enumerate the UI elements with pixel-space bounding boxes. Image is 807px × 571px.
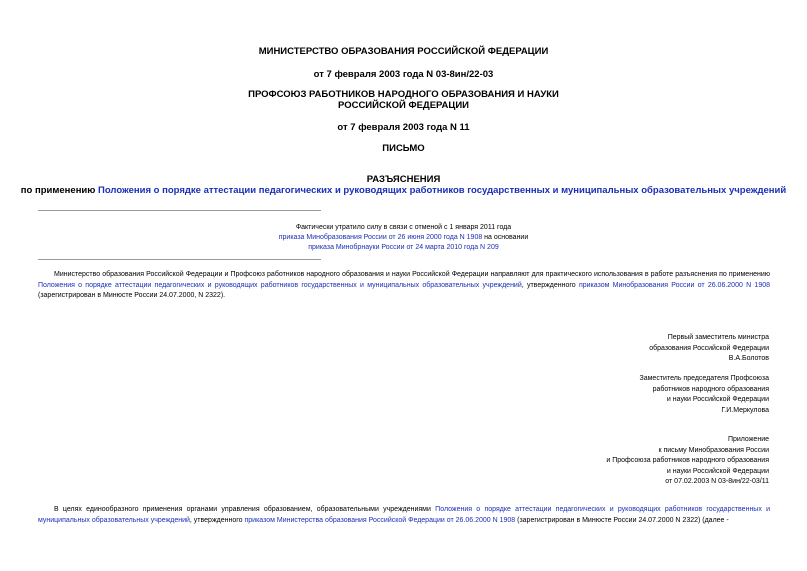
ministry-date: от 7 февраля 2003 года N 03-8ин/22-03 bbox=[313, 69, 494, 80]
appendix-line3: и Профсоюза работников народного образования bbox=[606, 457, 769, 464]
document-subtitle bbox=[0, 185, 807, 196]
status-line2-text: на основании bbox=[482, 234, 529, 241]
intro-order-link[interactable]: приказом Минобразования России от 26.06.2000 N 1908 bbox=[578, 281, 771, 289]
status-rule-bottom bbox=[38, 259, 321, 260]
body-text1: В целях единообразного применения органами управления образованием, образовательными учреждениями bbox=[54, 506, 436, 513]
subtitle-prefix: по применению bbox=[20, 185, 96, 196]
signature-union bbox=[509, 374, 769, 416]
ministry-name: МИНИСТЕРСТВО ОБРАЗОВАНИЯ РОССИЙСКОЙ ФЕДЕРАЦИИ bbox=[258, 46, 549, 57]
subtitle-regulation-link[interactable]: Положения о порядке аттестации педагогических и руководящих работников государственных и муниципальных образовательных учреждений bbox=[98, 185, 787, 196]
status-rule-top bbox=[38, 210, 321, 211]
document-type: ПИСЬМО bbox=[382, 143, 425, 154]
body-text3: (зарегистрирован в Минюсте России 24.07.2000 N 2322) (далее - bbox=[515, 516, 729, 524]
body-text2: , утвержденного bbox=[189, 516, 245, 524]
signature2-line3: и науки Российской Федерации bbox=[666, 396, 769, 403]
union-date: от 7 февраля 2003 года N 11 bbox=[337, 122, 470, 133]
status-line1: Фактически утратило силу в связи с отменой с 1 января 2011 года bbox=[295, 224, 512, 231]
appendix-header bbox=[509, 435, 769, 488]
document-title: РАЗЪЯСНЕНИЯ bbox=[366, 174, 441, 185]
intro-text3: (зарегистрирован в Минюсте России 24.07.2000, N 2322). bbox=[38, 292, 226, 299]
appendix-line4: и науки Российской Федерации bbox=[666, 467, 769, 475]
signature1-name: В.А.Болотов bbox=[728, 355, 769, 362]
status-line2 bbox=[0, 233, 807, 243]
signature2-line2: работников народного образования bbox=[652, 385, 769, 393]
appendix-line2: к письму Минобразования России bbox=[658, 446, 769, 454]
status-line3 bbox=[0, 243, 807, 253]
status-order-1908-link[interactable]: приказа Минобразования России от 26 июня 2000 года N 1908 bbox=[278, 234, 483, 241]
signature1-line1: Первый заместитель министра bbox=[667, 334, 769, 341]
signature-ministry bbox=[509, 333, 769, 365]
signature2-line1: Заместитель председателя Профсоюза bbox=[639, 375, 769, 382]
status-order-209-link[interactable]: приказа Минобрнауки России от 24 марта 2010 года N 209 bbox=[308, 244, 499, 251]
body-paragraph bbox=[38, 505, 770, 526]
signature2-name: Г.И.Меркулова bbox=[721, 406, 769, 414]
body-regulation-link[interactable]: Положения о порядке аттестации педагогических и руководящих работников государственных и муниципальных образовательных учреждений bbox=[38, 506, 770, 524]
intro-text1: Министерство образования Российской Федерации и Профсоюз работников народного образования и науки Российской Федерации направляют для практического использования в работе разъяснения по применению bbox=[54, 271, 770, 278]
appendix-line5: от 07.02.2003 N 03-8ин/22-03/11 bbox=[665, 478, 769, 485]
signature1-line2: образования Российской Федерации bbox=[649, 344, 769, 352]
union-name-line1: ПРОФСОЮЗ РАБОТНИКОВ НАРОДНОГО ОБРАЗОВАНИЯ И НАУКИ bbox=[248, 89, 559, 100]
body-order-link[interactable]: приказом Министерства образования Российской Федерации от 26.06.2000 N 1908 bbox=[244, 516, 516, 524]
union-name-line2: РОССИЙСКОЙ ФЕДЕРАЦИИ bbox=[337, 100, 469, 111]
intro-text2: , утвержденного bbox=[521, 281, 579, 289]
intro-paragraph bbox=[38, 270, 770, 302]
intro-regulation-link[interactable]: Положения о порядке аттестации педагогических и руководящих работников государственных и муниципальных образовательных учреждений bbox=[38, 281, 522, 289]
appendix-line1: Приложение bbox=[727, 436, 769, 443]
